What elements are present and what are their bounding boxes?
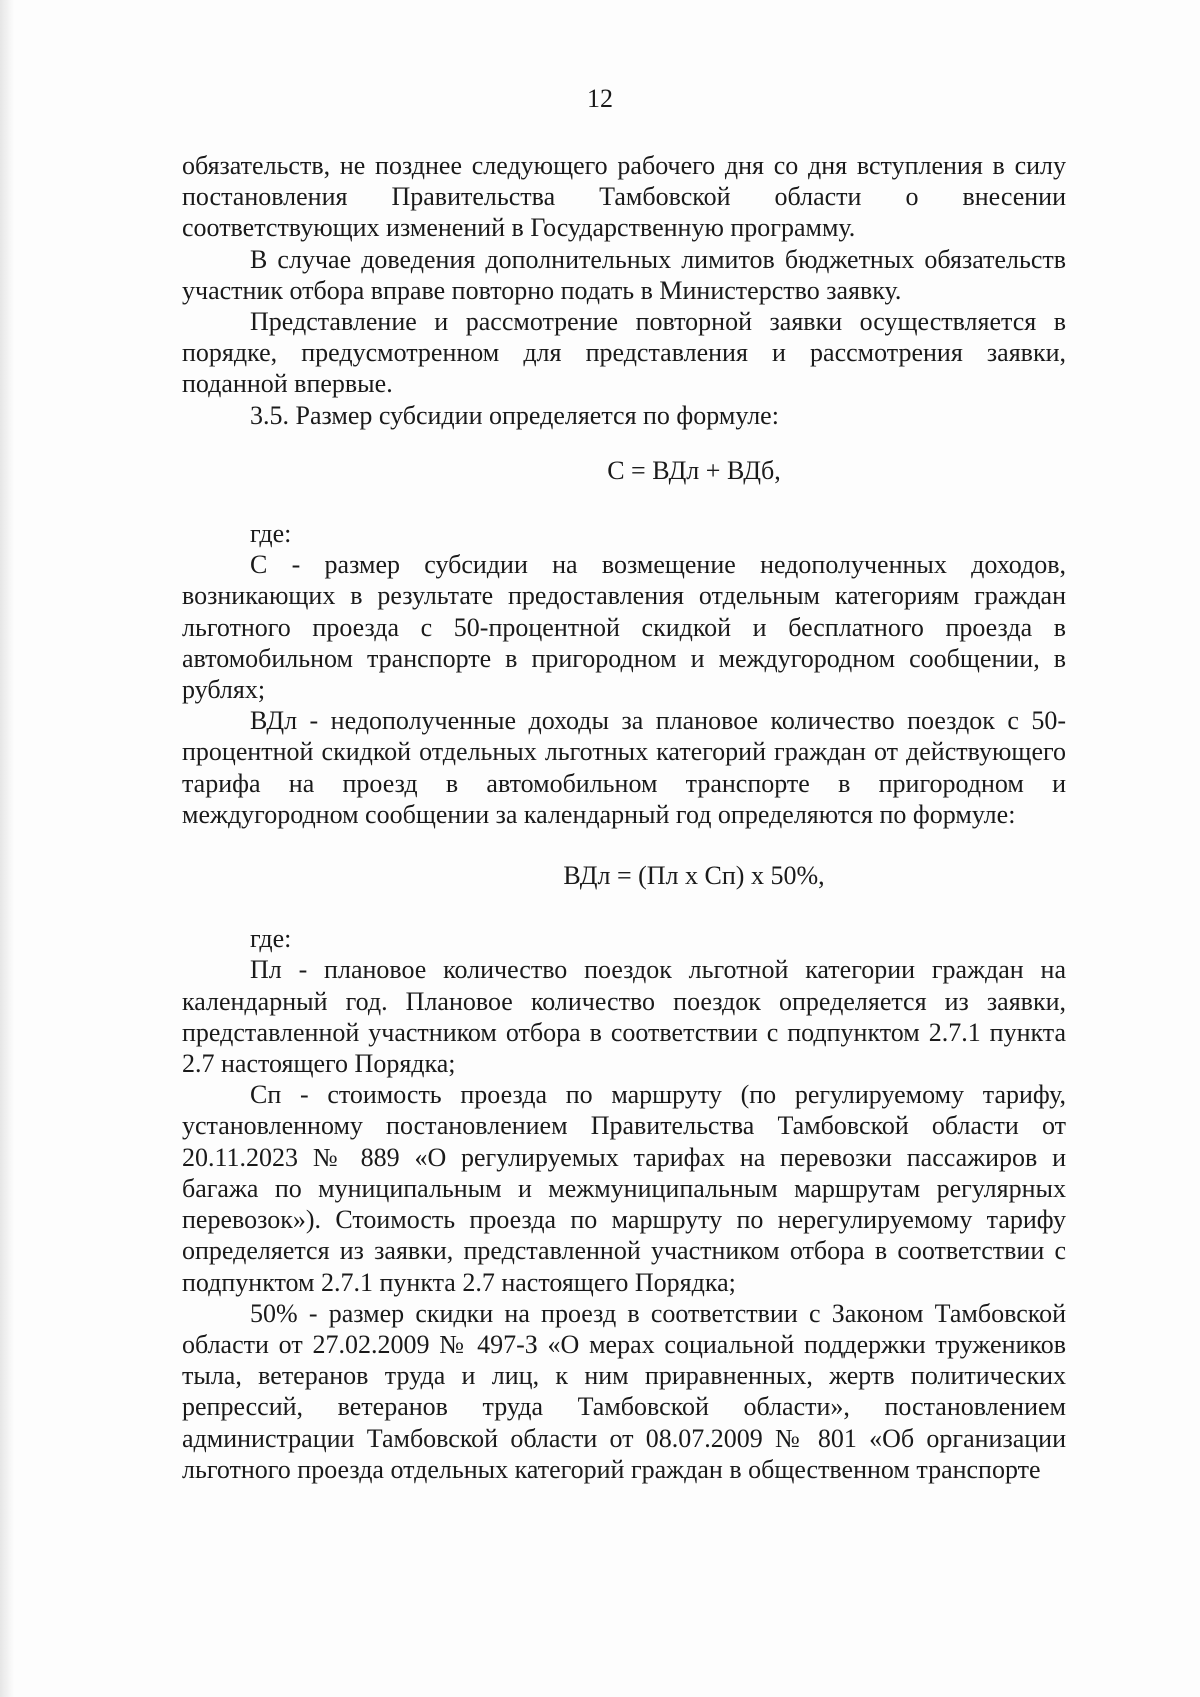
paragraph-subsidy-size: 3.5. Размер субсидии определяется по формуле: (250, 400, 779, 430)
page-number: 12 (587, 84, 613, 113)
definition-pl: Пл - плановое количество поездок льготной категории граждан на календарный год. Плановое количество поездок определяется из заявки, представленной участником отбора в соответствии с подпунктом 2.7.1 пункта 2.7 настоящего Порядка; (182, 955, 1066, 1079)
paragraph-additional-limits: В случае доведения дополнительных лимитов бюджетных обязательств участник отбора вправе повторно подать в Министерство заявку. (182, 244, 1066, 305)
definition-discount: 50% - размер скидки на проезд в соответствии с Законом Тамбовской области от 27.02.2009 № 497-З «О мерах социальной поддержки тружеников тыла, ветеранов труда и лиц, к ним приравненных, жертв политических репрессий, ветеранов труда Тамбовской области», постановлением администрации Тамбовской области от 08.07.2009 № 801 «Об организации льготного проезда отдельных категорий граждан в общественном транспорте (182, 1298, 1066, 1484)
where-label: где: (250, 924, 292, 954)
formula-vdl: ВДл = (Пл х Сп) х 50%, (563, 861, 825, 891)
document-body (182, 150, 1066, 1485)
definition-vdl: ВДл - недополученные доходы за плановое количество поездок с 50-процентной скидкой отдельных льготных категорий граждан от действующего тарифа на проезд в автомобильном транспорте в пригородном и междугородном сообщении за календарный год определяются по формуле: (182, 706, 1066, 829)
formula-subsidy: С = ВДл + ВДб, (607, 455, 781, 485)
definition-sp: Сп - стоимость проезда по маршруту (по регулируемому тарифу, установленному постановлением Правительства Тамбовской области от 20.11.2023 № 889 «О регулируемых тарифах на перевозки пассажиров и багажа по муниципальным и межмуниципальным маршрутам регулярных перевозок»). Стоимость проезда по маршруту по нерегулируемому тарифу определяется из заявки, представленной участником отбора в соответствии с подпунктом 2.7.1 пункта 2.7 настоящего Порядка; (182, 1080, 1066, 1297)
scan-edge-shadow (0, 0, 14, 1697)
paragraph-repeat-application: Представление и рассмотрение повторной заявки осуществляется в порядке, предусмотренном для представления и рассмотрения заявки, поданной впервые. (182, 307, 1066, 399)
definition-c: С - размер субсидии на возмещение недополученных доходов, возникающих в результате предоставления отдельным категориям граждан льготного проезда с 50-процентной скидкой и бесплатного проезда в автомобильном транспорте в пригородном и междугородном сообщении, в рублях; (182, 550, 1066, 705)
paragraph-obligations: обязательств, не позднее следующего рабочего дня со дня вступления в силу постановления Правительства Тамбовской области о внесении соответствующих изменений в Государственную программу. (182, 151, 1066, 243)
where-label: где: (250, 519, 292, 549)
